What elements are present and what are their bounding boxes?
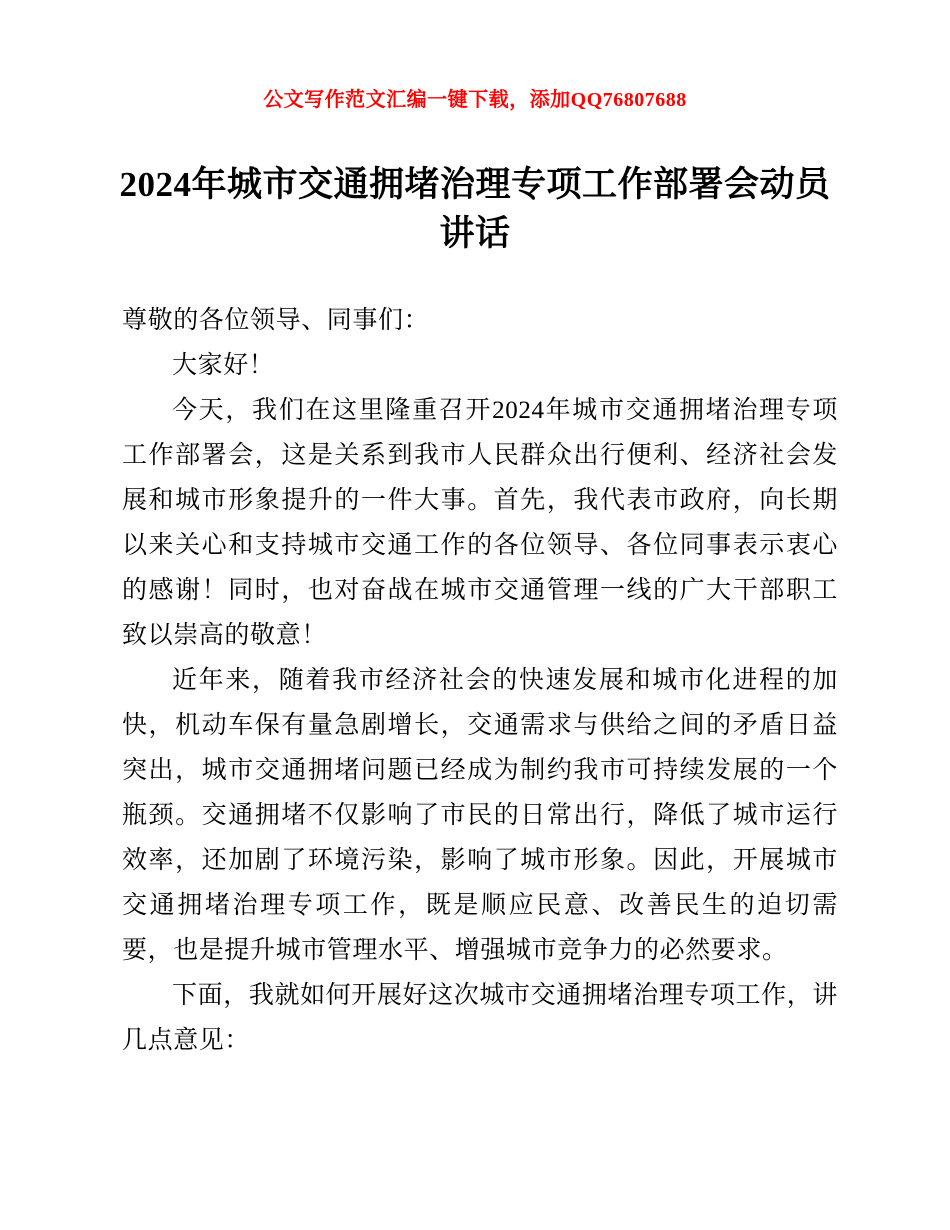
promo-banner: 公文写作范文汇编一键下载，添加QQ76807688 [263, 89, 687, 111]
document-body [122, 298, 838, 1063]
greeting-line: 大家好！ [172, 352, 275, 379]
salutation-line: 尊敬的各位领导、同事们： [122, 307, 430, 334]
paragraph-background: 近年来，随着我市经济社会的快速发展和城市化进程的加快，机动车保有量急剧增长，交通需求与供给之间的矛盾日益突出，城市交通拥堵问题已经成为制约我市可持续发展的一个瓶颈。交通拥堵不仅影响了市民的日常出行，降低了城市运行效率，还加剧了环境污染，影响了城市形象。因此，开展城市交通拥堵治理专项工作，既是顺应民意、改善民生的迫切需要，也是提升城市管理水平、增强城市竞争力的必然要求。 [122, 667, 838, 964]
paragraph-transition: 下面，我就如何开展好这次城市交通拥堵治理专项工作，讲几点意见： [122, 982, 838, 1054]
title-line-1: 2024年城市交通拥堵治理专项工作部署会动员 [119, 165, 831, 204]
paragraph-opening: 今天，我们在这里隆重召开2024年城市交通拥堵治理专项工作部署会，这是关系到我市人民群众出行便利、经济社会发展和城市形象提升的一件大事。首先，我代表市政府，向长期以来关心和支持城市交通工作的各位领导、各位同事表示衷心的感谢！同时，也对奋战在城市交通管理一线的广大干部职工致以崇高的敬意！ [122, 397, 838, 649]
title-line-2: 讲话 [439, 214, 511, 253]
document-title [95, 160, 855, 258]
